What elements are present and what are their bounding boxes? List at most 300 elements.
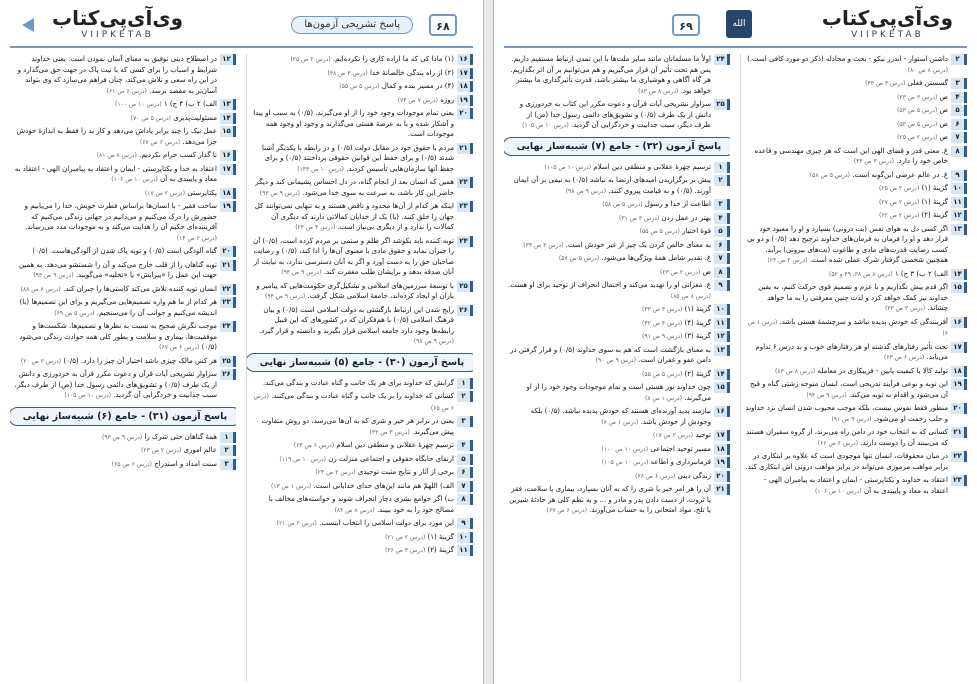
answer-text — [508, 175, 711, 197]
answer-body: اگر کسی دل به هوای نفس (بت درونی) بسپارد و او را معبود خود قرار دهد و او را فرمان به فرمان‌های خداوند ترجیح دهد (۰/۵) و دو بی کسب رضایت قدرت‌های مادی و طاغوت (بت‌های بیرونی) برآید، همچنین شخصی گرفتار شرک عملی شده است. — [747, 224, 948, 264]
answer-text — [251, 416, 454, 438]
answer-number: ۱۲ — [220, 54, 236, 65]
answer-reference: (درس ۳ ص ۳۱) — [619, 214, 660, 222]
answer-reference: (درس ۴ ص ۴۴) — [853, 158, 894, 165]
answer-body: گزینهٔ (۲) — [427, 546, 454, 554]
answer-text — [508, 484, 711, 517]
right-page — [493, 0, 977, 684]
header-title: پاسخ تشریحی آزمون‌ها — [291, 16, 413, 34]
answer-reference: (درس ۵ ص ۵۸) — [602, 201, 643, 208]
answer-reference: (درس ۱ ص ۶) — [747, 318, 948, 337]
answer-number: ۷ — [951, 132, 967, 143]
answer-reference: (درس ۵ ص ۶۹) — [54, 309, 95, 317]
answer-text — [508, 280, 711, 302]
answer-number: ۲۴ — [457, 236, 473, 247]
answer-number: ۲۴ — [220, 321, 236, 332]
answer-reference: (درس ۳ ص ۳۳) — [642, 306, 683, 313]
brand-logo — [822, 6, 953, 40]
answer-number: ۲۶ — [220, 369, 236, 380]
answer-body: به معنای خالص کردن یک چیز از غیر خودش است. — [565, 240, 711, 249]
answer-body: همین که انسان بعد از انجام گناه، در دل احساس پشیمانی کند و دیگر حاضر این کار باشد، به سرعت به سوی خدا می‌شود. — [255, 178, 454, 197]
answer-text — [251, 518, 454, 530]
answer-body: با توسعهٔ سرزمین‌های اسلامی و تشکیل‌گری حکومت‌هایی که پیامبر و یاران او ایجاد کرده‌اند، جامعهٔ اسلامی شکل گرفت. — [256, 281, 454, 300]
answer-item — [745, 342, 967, 364]
answer-reference: (درس ۱۰ ص ۱۰۶) — [815, 487, 862, 495]
answer-reference: (درس ۹ ص ۹۳) — [281, 269, 322, 276]
answer-text — [745, 475, 948, 497]
answer-text — [251, 68, 454, 80]
answer-number: ۱ — [220, 432, 236, 443]
answer-text — [508, 331, 711, 343]
answer-item — [251, 95, 473, 107]
answer-reference: (درس ۹ ص ۹۳) — [259, 189, 301, 197]
answer-item — [251, 236, 473, 279]
answer-text — [508, 471, 711, 483]
answer-body: اعتقاد به خداوند و یکتاپرستی - ایمان و اعتقاد به پیامبران الهی - اعتقاد به معاد و پایبندی به آن — [764, 476, 948, 495]
answer-body: گزینهٔ (۱) — [921, 184, 948, 192]
answer-text — [251, 201, 454, 234]
answer-body: قوهٔ اختیار — [682, 227, 711, 235]
answer-reference: (درس ۲ ص ۲۴) — [315, 469, 356, 476]
answer-text — [745, 366, 948, 378]
answer-text — [745, 92, 948, 104]
answer-reference: (درس ۷ ص ۷۴) — [397, 96, 438, 104]
answer-text — [508, 406, 711, 428]
answer-text — [745, 427, 948, 449]
answer-text — [508, 444, 711, 456]
allah-logo-badge: الله — [726, 10, 752, 38]
answer-number: ۲۰ — [220, 246, 236, 257]
answer-text — [508, 54, 711, 97]
answer-body: مردم با حقوق خود در مقابل دولت (۰/۵) و در رابطه با یکدیگر آشنا شدند (۰/۵) و برای حفظ این قوانین حقوقی پرداختند (۰/۵) و برای حفظ آنها سازمان‌هایی تأسیس کردند. — [261, 143, 454, 173]
answer-body: غ. مغرانی او را تهدید می‌کند و احتمال انحراف از توحید برای او هست. — [508, 281, 711, 289]
answer-body: برخی از آثار و نتایج مثبت توحیدی — [357, 468, 454, 476]
answer-text — [14, 54, 217, 97]
answer-number: ۲۰ — [951, 403, 967, 414]
answer-number: ۱۴ — [951, 269, 967, 280]
answer-text — [14, 99, 217, 111]
answer-body: ب) اگر جوامع بشری دچار انحراف شوند و خواسته‌های مخالف با مصالح خود را به خود ببیند. — [268, 495, 454, 514]
answer-text — [745, 342, 948, 364]
answer-item — [251, 177, 473, 199]
answer-item — [745, 451, 967, 473]
answer-item — [745, 379, 967, 401]
answer-body: عالم اموری — [183, 446, 217, 454]
answer-item — [14, 459, 236, 471]
answer-body: سنت امداد و استدراج — [154, 459, 217, 468]
answer-number: ۹ — [951, 170, 967, 181]
answer-reference: (درس ۸ ص ۸۳) — [638, 87, 679, 95]
answer-text — [508, 304, 711, 316]
answer-reference: (درس ۸ ص ۸۸) — [20, 285, 61, 293]
answer-reference: (درس ۹ ص ۹۴) — [806, 391, 847, 399]
answer-item — [508, 331, 730, 343]
answer-number: ۴ — [951, 92, 967, 103]
answer-text — [508, 267, 711, 279]
brand-name-fa: وی‌آی‌پی‌کتاب — [52, 6, 184, 30]
answer-number: ۱۴ — [714, 369, 730, 380]
answer-number: ۱۳ — [220, 99, 236, 110]
answer-number: ۱۷ — [714, 430, 730, 441]
answer-text — [508, 430, 711, 442]
answer-reference: (درس ۲ ص ۲۲) — [879, 212, 920, 219]
answer-number: ۶ — [951, 119, 967, 130]
answer-number: ۲۵ — [714, 99, 730, 110]
answer-text — [508, 318, 711, 330]
answer-item — [508, 267, 730, 279]
answer-item — [14, 126, 236, 148]
answer-number: ۱۸ — [714, 444, 730, 455]
answer-reference: (درس ۲ ص ۲۰) — [20, 357, 62, 365]
answer-text — [14, 284, 217, 296]
answer-item — [745, 269, 967, 281]
answer-item — [745, 210, 967, 222]
answer-item — [251, 532, 473, 544]
answer-body: ترسیم چهرهٔ عقلانی و منطقی دین اسلام — [336, 441, 454, 449]
answer-reference: (درس ۹ ص ۹۰) — [595, 357, 636, 364]
answer-body: منظور فقط نفوس نیست، بلکه موجب محبوب شدن انسان نزد خداوند و جلب رحمت او می‌شود. — [745, 404, 948, 423]
answer-text — [745, 105, 948, 117]
answer-reference: (درس ۶ ص ۶۶) — [817, 439, 859, 447]
answer-reference: (درس ۳ ص ۳۳) — [897, 93, 938, 101]
answer-item — [745, 317, 967, 340]
answer-body: داشتن استوار - اندرز نیکو - بحث و مجادله (ذکر دو مورد کافی است.) — [747, 55, 948, 63]
answer-item — [508, 484, 730, 517]
answer-item — [14, 188, 236, 200]
brand-name-en: VIIPKETAB — [851, 30, 924, 40]
answer-number: ۲۲ — [457, 177, 473, 188]
answer-text — [251, 236, 454, 279]
answer-item — [508, 54, 730, 97]
answer-number: ۹ — [714, 280, 730, 291]
answer-item — [251, 54, 473, 66]
answer-text — [251, 494, 454, 516]
answer-item — [745, 403, 967, 425]
answer-reference: (درس ۶ ص ۶۳) — [883, 354, 925, 361]
answer-number: ۱۵ — [951, 282, 967, 293]
answer-item — [14, 284, 236, 296]
answer-number: ۶ — [714, 240, 730, 251]
answer-item — [745, 54, 967, 76]
answer-reference: (درس ۳ ص ۳۴) — [523, 241, 564, 249]
answer-text — [745, 54, 948, 76]
answer-number: ۱۶ — [714, 406, 730, 417]
answer-number: ۴ — [457, 440, 473, 451]
answer-number: ۲۳ — [220, 297, 236, 308]
answer-reference: (درس ۴ ص ۴۲) — [642, 319, 683, 327]
left-page-left-column — [10, 54, 236, 682]
answer-text — [745, 210, 948, 222]
answer-reference: (درس ۹ ص ۹۳) — [33, 272, 74, 279]
brand-name-fa: وی‌آی‌پی‌کتاب — [821, 6, 953, 30]
answer-body: مسیر توحید اجتماعی — [650, 444, 711, 453]
answer-body: بهتر در عمل زدن — [661, 213, 711, 222]
answer-reference: (درس ۶ ص ۶۵) — [111, 460, 152, 468]
answer-number: ۱۷ — [951, 342, 967, 353]
answer-reference: (درس ۱ ص ۱۳) — [270, 482, 312, 490]
answer-body: توبه گناهان را از قلب خارج می‌کند و آن را شستشو می‌دهد. به همین جهت این عمل را «پیرایش» یا «تخلیه» می‌گویند. — [18, 260, 217, 279]
answer-text — [745, 269, 948, 281]
answer-number: ۱۲ — [951, 210, 967, 221]
answer-body: گرایش که خداوند برای هر یک جانب و گناه عبادت و بندگی می‌کند. — [263, 378, 454, 387]
page-number: ۶۸ — [429, 14, 457, 36]
answer-item — [508, 318, 730, 330]
answer-body: گزینهٔ (۲) — [684, 369, 711, 378]
answer-text — [745, 451, 948, 473]
answer-body: کسانی که خداوند را بر یک جانب و گناه عبادت و بندگی می‌کنند. — [271, 392, 454, 400]
answer-item — [14, 54, 236, 97]
answer-text — [14, 445, 217, 457]
answer-body: تولید کالا یا کیفیت پایین - فریبکاری در معامله — [817, 366, 948, 375]
answer-item — [14, 164, 236, 186]
right-page-left-column — [504, 54, 730, 682]
answer-body: رایج شدن این ارتباط بازگشتی به دولت اسلامی است (۰/۵) و بیان فرهنگ اسلامی (۰/۵) با هم‌فکران که در کشورهای که این قبیل رابطه‌ها وجود دارد جامعه اسلامی قرار بگیرند و دانسته و قرار گیرد. — [259, 305, 454, 335]
answer-text — [14, 150, 217, 162]
answer-body: گسستن فعلی — [907, 79, 948, 87]
answer-text — [508, 457, 711, 469]
answer-item — [14, 369, 236, 402]
answer-text — [14, 126, 217, 148]
answer-item — [14, 432, 236, 444]
answer-reference: (درس ۶ ص ۶۴) — [293, 442, 335, 449]
answer-item — [745, 197, 967, 209]
answer-body: آفرینندگی که خودش پدیده نباشد و سرچشمهٔ هستی باشد. — [779, 317, 948, 326]
answer-item — [745, 132, 967, 144]
answer-body: نیازمند پدید آورنده‌ای هستند که خودش پدیده نباشد. (۰/۵) بلکه وجودش از خودش باشد. — [530, 407, 711, 426]
answer-body: گزینهٔ (۱) — [427, 532, 454, 541]
answer-text — [745, 170, 948, 182]
answer-reference: (درس ۲ ص ۲۳) — [660, 268, 701, 276]
answer-item — [251, 378, 473, 390]
answer-text — [508, 99, 711, 132]
answer-reference: (درس ۲ ص ۲۵) — [897, 134, 938, 141]
answer-text — [745, 282, 948, 315]
answer-text — [251, 281, 454, 303]
answer-item — [251, 454, 473, 466]
answer-item — [508, 199, 730, 211]
answer-reference: (درس ۱۰ ص ۱۰۵) — [544, 163, 592, 171]
answer-text — [251, 54, 454, 66]
answer-reference: (درس ۳ ص ۳۳) — [884, 305, 926, 312]
answer-number: ۱۹ — [951, 379, 967, 390]
answer-reference: (درس ۲ ص ۱۴) — [176, 234, 217, 242]
answer-text — [251, 177, 454, 199]
answer-reference: (درس ۸ ص ۸۵) — [670, 292, 711, 300]
answer-text — [745, 379, 948, 401]
answer-text — [14, 164, 217, 186]
answer-item — [14, 260, 236, 282]
answer-body: گزینهٔ (۴) — [684, 318, 711, 327]
answer-text — [14, 113, 217, 125]
answer-body: گزینهٔ (۲) — [921, 211, 948, 219]
answer-item — [251, 481, 473, 493]
answer-text — [251, 391, 454, 414]
answer-item — [251, 201, 473, 234]
answer-reference: (درس ۱۰ ص ۱۱۹) — [279, 455, 327, 463]
answer-item — [14, 113, 236, 125]
answer-reference: (درس ۸ ص ۸۰) — [907, 66, 948, 74]
answer-item — [508, 162, 730, 174]
answer-text — [745, 183, 948, 195]
answer-number: ۱ — [714, 162, 730, 173]
answer-item — [508, 444, 730, 456]
answer-number: ۲۰ — [457, 108, 473, 119]
answer-body: آن را هر امر خیر یا شری را که به آنان بسپارد، بیماری یا سلامت، فقر یا ثروت، از دست دادن پدر و مادر و ... و به نظم کلی هر حادثهٔ شیرین یا تلخ، مواد امتحانی را به حساب می‌آورند. — [509, 485, 711, 514]
answer-body: پیش بر برگزاریدن امیدهای ارتضا به نباشد (۰/۵) به نیمی بر آن ایمان آورند. (۰/۵) و به قیامت پیروی کنند. — [513, 176, 711, 195]
answer-body: روزه — [440, 95, 454, 104]
answer-text — [745, 132, 948, 144]
answer-body: ترسیم چهرهٔ عقلانی و منطقی دین اسلام — [593, 162, 711, 171]
answer-body: ص — [939, 133, 948, 141]
answer-reference: (درس ۶ ص ۶۵) — [253, 393, 454, 412]
answer-body: الف) اللهمّ هم مانند این‌های خدای خدایانی است. — [313, 481, 454, 490]
answer-number: ۱۳ — [951, 224, 967, 235]
answer-reference: (درس ۳ ص ۳۳) — [369, 428, 410, 436]
answer-text — [251, 108, 454, 141]
answer-item — [251, 68, 473, 80]
answer-number: ۱۳ — [714, 345, 730, 356]
answer-number: ۱۰ — [714, 304, 730, 315]
answer-text — [508, 199, 711, 211]
answer-body: گزینهٔ (۱) — [921, 197, 948, 206]
answer-number: ۲۲ — [220, 284, 236, 295]
answer-number: ۲ — [220, 445, 236, 456]
answer-text — [14, 297, 217, 319]
answer-item — [745, 366, 967, 378]
answer-text — [508, 240, 711, 252]
answer-body: زندگی دینی — [677, 471, 711, 480]
answer-body: یعنی در برابر هر خیر و شری که به آن‌ها می‌رسد، دو روش متفاوت پیش می‌گیرند. — [261, 417, 454, 436]
answer-body: گزینهٔ (۱) — [684, 305, 711, 313]
answer-reference: (درس ۵ ص ۵۵) — [339, 83, 380, 90]
answer-reference: (درس ۹ ص ۹۸) — [565, 187, 606, 195]
answer-item — [14, 99, 236, 111]
left-page — [0, 0, 484, 684]
answer-number: ۸ — [951, 146, 967, 157]
answer-number: ۲۱ — [220, 260, 236, 271]
section-heading-exam-32: پاسخ آزمون (۳۲) - جامع (۷) شبیه‌ساز نهایی — [508, 137, 730, 156]
answer-number: ۱۶ — [457, 54, 473, 65]
answer-item — [745, 146, 967, 168]
answer-item — [251, 305, 473, 348]
answer-reference: (درس ۲ ص ۲۵) — [879, 185, 920, 192]
answer-body: چون خداوند نور هستی است و تمام موجودات وجود خود را از او می‌گیرند. — [526, 383, 711, 402]
answer-body: اینکه هر کدام از آن‌ها محدود و ناقص هستند و به تنهایی نمی‌توانند کل جهان را خلق کنند. (یا) یک از خدایان کمالاتی دارند که دیگری آن کمالات را ندارد و از دیگری بی‌نیاز است. — [254, 202, 454, 231]
answer-item — [251, 467, 473, 479]
answer-text — [508, 226, 711, 238]
arrow-left-icon — [22, 18, 34, 32]
answer-text — [251, 545, 454, 557]
answer-item — [508, 226, 730, 238]
answer-item — [508, 280, 730, 302]
answer-number: ۱۱ — [714, 318, 730, 329]
answer-number: ۲۳ — [951, 475, 967, 486]
answer-body: اطاعت از خدا و رسول — [644, 200, 711, 208]
answer-number: ۱۵ — [714, 382, 730, 393]
answer-text — [745, 197, 948, 209]
right-page-right-column — [740, 54, 967, 682]
answer-text — [14, 246, 217, 258]
answer-reference: (درس ۲ ص ۱۷) — [144, 189, 186, 197]
answer-number: ۱۶ — [220, 150, 236, 161]
answer-number: ۱ — [457, 378, 473, 389]
answer-reference: (درس ۶ ص ۶۶) — [635, 472, 676, 480]
answer-item — [508, 253, 730, 265]
answer-reference: (درس ۱۰ ص ۱۰۰) — [115, 101, 162, 108]
section-heading-exam-30: پاسخ آزمون (۳۰) - جامع (۵) شبیه‌ساز نهایی — [251, 353, 473, 372]
answer-number: ۱۸ — [951, 366, 967, 377]
answer-item — [251, 440, 473, 452]
answer-body: یکتاپرستی — [187, 188, 217, 197]
answer-text — [745, 224, 948, 267]
answer-item — [745, 224, 967, 267]
answer-number: ۸ — [714, 267, 730, 278]
answer-number: ۱۴ — [220, 113, 236, 124]
section-heading-exam-31: پاسخ آزمون (۳۱) - جامع (۶) شبیه‌ساز نهایی — [14, 407, 236, 426]
answer-reference: (درس ۹ ص ۹۸) — [413, 338, 454, 345]
answer-number: ۷ — [714, 253, 730, 264]
answer-reference: (درس ۱۰ ص ۱۰۵) — [64, 392, 112, 399]
answer-reference: (درس ۶ ص ۶۷) — [159, 344, 200, 351]
answer-body: در اصطلاح دینی توفیق به معنای آسان نمودن است. یعنی خداوند شرایط و اسباب را برای کسی که با نیت پاک در جهت حق می‌گذارد و در این راه سعی و تلاش می‌کند، چنان فراهم می‌سازد که وی بتواند آسان‌تر به مقصد برسد. — [17, 55, 217, 95]
answer-reference: (درس ۲ ص ۲۱) — [385, 533, 426, 541]
answer-body: سزاوار تشریحی آیات قرآن و دعوت مکرر قرآن به خردورزی و دانش از یک طرف (۰/۵) و تشویق‌های دائمی رسول خدا (ص) از طرف دیگر، سبب جذابیت و خردگرایی آن گردید. — [14, 370, 217, 399]
answer-body: هر کس مالک چیزی باشد اختیار آن چیز را دارد. (۰/۵) — [63, 356, 217, 365]
answer-body: ساخت فقیر - با انسان‌ها براساس فطرت خویش، خدا را می‌یابیم و حضورش را درک می‌کنیم و می‌دانیم در جهانی زندگی می‌کنیم که آفریننده‌ای حکیم آن را هدایت می‌کند و به موجودات مدد می‌رساند. — [24, 202, 217, 231]
answer-reference: (درس ۱۰ ص ۱۴۴) — [297, 165, 344, 173]
answer-reference: (درس ۲ ص ۲۱) — [276, 520, 317, 527]
answer-body: فرمانبرداری و اطاعه — [650, 458, 711, 466]
answer-body: ارتقای جایگاه حقوقی و اجتماعی منزلت زن — [328, 454, 454, 463]
answer-item — [508, 471, 730, 483]
answer-body: اولاً ما مسلمانان مانند سایر ملت‌ها با این تمدن ارتباط مستقیم داریم. پس هم تحت تأثیر آن قرار می‌گیریم و هم می‌توانیم بر آن اثر بگذاریم. هر گاه آگاهی و هوشیاری ما بیشتر باشد، قدرت تأثیرگذاری ما بیشتر خواهد بود. — [510, 55, 711, 95]
answer-text — [251, 467, 454, 479]
answer-reference: (درس ۸ ص ۸۱) — [96, 152, 137, 159]
answer-reference: (درس ۶ ص ۶۱) — [106, 87, 147, 95]
answer-item — [745, 78, 967, 90]
answer-number: ۲۵ — [457, 281, 473, 292]
answer-reference: (درس ۱ ص ۸) — [644, 394, 683, 402]
answer-body: مسئولیت‌پذیری — [173, 113, 217, 122]
answer-number: ۱۶ — [951, 317, 967, 328]
answer-text — [14, 459, 217, 471]
answer-item — [508, 345, 730, 367]
answer-reference: (درس ۵ ص ۵۸) — [809, 171, 851, 179]
answer-body: در میان محقوقات، انسان تنها موجودی است که علاوه بر ابتکاری در برابر مواهب مرموزی می‌تواند در برابر مواهب درونی اش ابتکاری کند. — [745, 452, 948, 471]
answer-item — [251, 281, 473, 303]
answer-text — [508, 345, 711, 367]
answer-number: ۲ — [714, 175, 730, 186]
answer-number: ۱۰ — [457, 532, 473, 543]
answer-item — [508, 240, 730, 252]
answer-number: ۵ — [714, 226, 730, 237]
answer-text — [14, 369, 217, 402]
answer-reference: (درس ۲ ص ۲۳) — [141, 447, 182, 454]
answer-item — [251, 416, 473, 438]
answer-text — [251, 481, 454, 493]
answer-text — [508, 382, 711, 404]
answer-item — [251, 108, 473, 141]
answer-number: ۲۳ — [457, 201, 473, 212]
answer-number: ۹ — [457, 518, 473, 529]
answer-number: ۱۸ — [457, 81, 473, 92]
answer-number: ۱۵ — [220, 126, 236, 137]
answer-number: ۷ — [457, 481, 473, 492]
answer-number: ۴ — [714, 213, 730, 224]
answer-number: ۲۱ — [951, 427, 967, 438]
answer-body: گناه آلودگی است (۰/۵) و توبه پاک شدن از آلودگی‌هاست. (۰/۵) — [32, 247, 217, 255]
answer-reference: (درس ۹ ص ۹۳) — [101, 433, 143, 441]
